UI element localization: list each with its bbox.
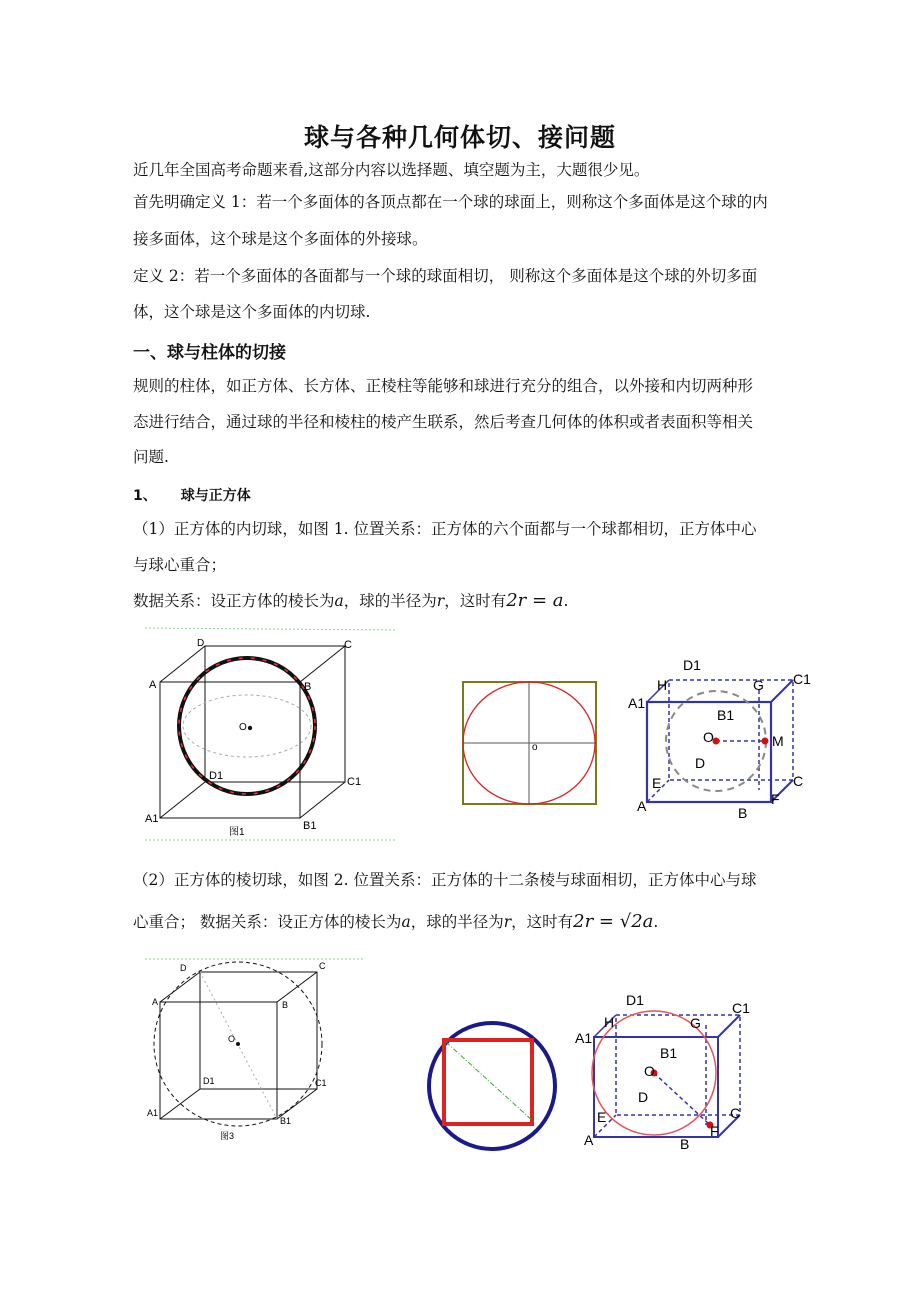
section-1-line-3: 问题. xyxy=(133,448,169,466)
equator-ellipse xyxy=(183,695,311,757)
label-E: E xyxy=(652,775,662,791)
label-G: G xyxy=(690,1015,701,1031)
data-text-3: ，这时有 xyxy=(511,913,574,931)
section-1-line-2: 态进行结合，通过球的半径和棱柱的棱产生联系，然后考查几何体的体积或者表面积等相关 xyxy=(133,413,754,431)
tangent-point xyxy=(762,738,769,745)
equation-edge-tangent: 2r = √2a xyxy=(573,911,654,932)
center-label: o xyxy=(532,742,538,753)
label-D1: D1 xyxy=(683,657,701,673)
variable-a: a xyxy=(401,913,411,931)
label-D: D xyxy=(638,1089,649,1105)
label-B: B xyxy=(282,1000,289,1010)
edge xyxy=(160,1089,200,1119)
variable-a: a xyxy=(334,592,344,610)
case-1-line-1: （1）正方体的内切球，如图 1. 位置关系：正方体的六个面都与一个球都相切，正方体中心 xyxy=(133,520,757,538)
data-text-2: ，球的半径为 xyxy=(343,592,437,610)
variable-r: r xyxy=(503,913,512,931)
case-2-line-2: 心重合； 数据关系：设正方体的棱长为a，球的半径为r，这时有2r = √2a. xyxy=(133,911,659,932)
subsection-number: 1、 xyxy=(133,488,157,504)
label-H: H xyxy=(604,1014,615,1030)
label-C1: C1 xyxy=(793,671,811,687)
data-text-2: ，球的半径为 xyxy=(410,913,504,931)
label-C: C xyxy=(344,639,352,651)
label-A: A xyxy=(637,798,647,814)
cube-edge xyxy=(718,1015,740,1037)
equation-inscribed: 2r = a xyxy=(506,590,564,611)
figure-1-lettered-cube xyxy=(625,650,815,825)
figure-1-caption: 图1 xyxy=(229,827,245,838)
label-B1: B1 xyxy=(717,707,735,723)
cube-back-face xyxy=(669,680,793,780)
label-C1: C1 xyxy=(732,1000,750,1016)
center-point xyxy=(248,726,252,730)
inner-square xyxy=(444,1040,532,1124)
label-H: H xyxy=(657,677,668,693)
label-O: O xyxy=(228,1034,236,1044)
case-1-data-relation: 数据关系：设正方体的棱长为a，球的半径为r，这时有2r = a. xyxy=(133,590,569,611)
data-text-1: 心重合； 数据关系：设正方体的棱长为 xyxy=(133,913,402,931)
case-2-line-1: （2）正方体的棱切球，如图 2. 位置关系：正方体的十二条棱与球面相切，正方体中心与球 xyxy=(133,871,757,889)
definition-2-line-2: 体，这个球是这个多面体的内切球. xyxy=(133,303,371,321)
label-G: G xyxy=(753,677,764,693)
center-point xyxy=(236,1042,240,1046)
label-C1: C1 xyxy=(315,1078,327,1088)
label-B: B xyxy=(304,681,312,693)
label-C: C xyxy=(793,773,804,789)
edge xyxy=(300,782,345,818)
intro-paragraph: 近几年全国高考命题来看,这部分内容以选择题、填空题为主，大题很少见。 xyxy=(133,161,650,179)
label-A1: A1 xyxy=(145,813,159,825)
label-C: C xyxy=(730,1105,741,1121)
variable-r: r xyxy=(436,592,445,610)
back-face xyxy=(205,646,345,782)
label-A: A xyxy=(584,1132,594,1148)
front-face xyxy=(160,682,300,818)
figure-1-cross-section xyxy=(458,678,602,810)
label-C1: C1 xyxy=(347,776,362,788)
case-1-line-2: 与球心重合； xyxy=(133,556,227,574)
cube-front-face xyxy=(594,1037,718,1137)
label-B: B xyxy=(680,1136,690,1152)
label-D1: D1 xyxy=(626,992,644,1008)
section-heading: 一、球与柱体的切接 xyxy=(133,343,286,363)
figure-2-lettered-cube xyxy=(572,985,782,1155)
label-A1: A1 xyxy=(628,695,646,711)
label-D: D xyxy=(695,755,706,771)
edge xyxy=(160,782,205,818)
label-A: A xyxy=(149,679,157,691)
label-A1: A1 xyxy=(575,1030,593,1046)
diagonal-line xyxy=(446,1042,534,1122)
label-D: D xyxy=(197,638,205,649)
definition-2-line-1: 定义 2：若一个多面体的各面都与一个球的球面相切， 则称这个多面体是这个球的外切多面 xyxy=(133,267,758,285)
cube-back-face xyxy=(616,1015,740,1115)
label-B1: B1 xyxy=(660,1045,678,1061)
back-face xyxy=(200,972,317,1089)
label-O: O xyxy=(644,1063,655,1079)
edge xyxy=(160,972,200,1002)
label-A: A xyxy=(152,997,159,1007)
data-text-1: 数据关系：设正方体的棱长为 xyxy=(133,592,335,610)
label-C: C xyxy=(319,961,326,971)
figure-2-caption: 图3 xyxy=(220,1131,235,1141)
subsection-heading xyxy=(133,485,251,505)
label-B1: B1 xyxy=(303,820,317,832)
edge xyxy=(277,972,317,1002)
label-D: D xyxy=(180,963,187,973)
cube-edge xyxy=(771,680,793,702)
radius-line xyxy=(654,1073,710,1125)
label-O: O xyxy=(239,722,247,733)
label-O: O xyxy=(703,729,714,745)
label-E: E xyxy=(597,1109,607,1125)
label-A1: A1 xyxy=(147,1108,159,1118)
cube-front-face xyxy=(647,702,771,802)
figure-2-cross-section xyxy=(422,1016,562,1156)
data-text-3: ，这时有 xyxy=(444,592,507,610)
section-1-line-1: 规则的柱体，如正方体、长方体、正棱柱等能够和球进行充分的组合，以外接和内切两种形 xyxy=(133,377,754,395)
figure-2-edge-sphere xyxy=(135,952,370,1142)
definition-1-line-1: 首先明确定义 1：若一个多面体的各顶点都在一个球的球面上，则称这个多面体是这个球的内 xyxy=(133,193,768,211)
top-divider xyxy=(145,628,395,630)
subsection-title: 球与正方体 xyxy=(180,488,251,504)
edge xyxy=(300,646,345,682)
page-title: 球与各种几何体切、接问题 xyxy=(303,123,616,152)
label-B: B xyxy=(738,805,748,821)
label-M: M xyxy=(772,733,784,749)
label-D1: D1 xyxy=(203,1076,215,1086)
label-F: F xyxy=(710,1123,719,1139)
label-B1: B1 xyxy=(280,1116,292,1126)
label-F: F xyxy=(771,791,780,807)
figure-1-inscribed-sphere xyxy=(135,622,400,844)
label-D1: D1 xyxy=(209,770,224,782)
definition-1-line-2: 接多面体，这个球是这个多面体的外接球。 xyxy=(133,230,428,248)
edge xyxy=(277,1089,317,1119)
